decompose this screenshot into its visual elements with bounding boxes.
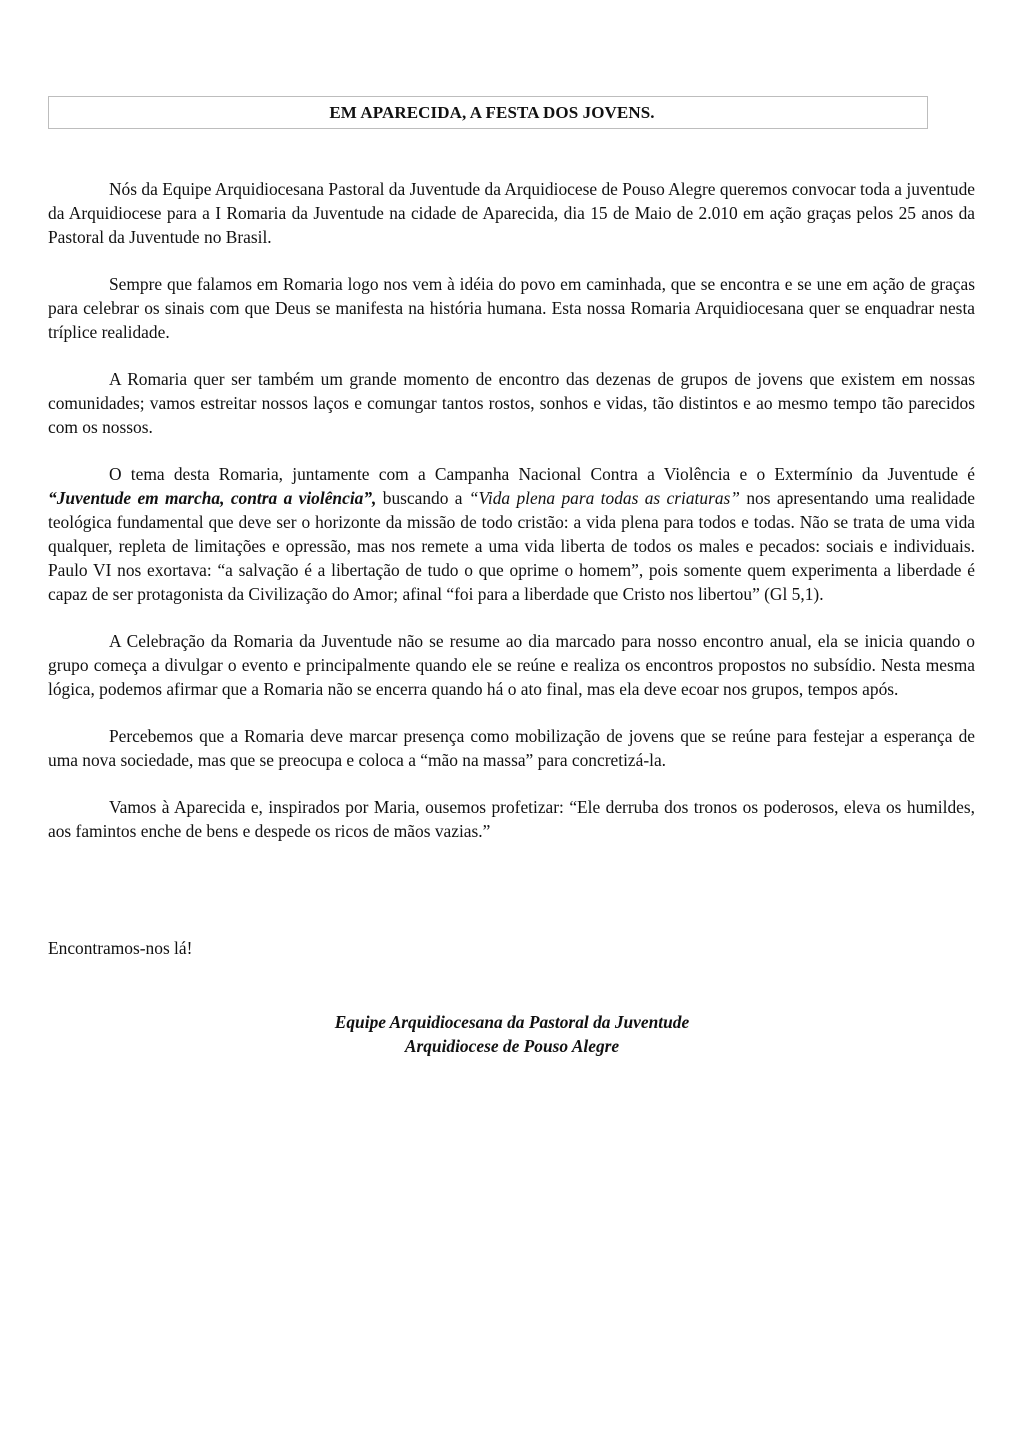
paragraph-intro: Nós da Equipe Arquidiocesana Pastoral da Juventude da Arquidiocese de Pouso Alegre queremos convocar toda a juventude da Arquidiocese para a I Romaria da Juventude na cidade de Aparecida, dia 15 de Maio de 2.010 em ação graças pelos 25 anos da Pastoral da Juventude no Brasil. — [48, 179, 975, 247]
document-body — [48, 177, 975, 866]
theme-text-part1: O tema desta Romaria, juntamente com a Campanha Nacional Contra a Violência e o Extermínio da Juventude é — [109, 464, 975, 484]
theme-motto: “Juventude em marcha, contra a violência”, — [48, 488, 377, 508]
signature-archdiocese: Arquidiocese de Pouso Alegre — [404, 1036, 620, 1056]
theme-quote: “Vida plena para todas as criaturas” — [468, 488, 740, 508]
paragraph-prophesy: Vamos à Aparecida e, inspirados por Maria, ousemos profetizar: “Ele derruba dos tronos os poderosos, eleva os humildes, aos famintos enche de bens e despede os ricos de mãos vazias.” — [48, 797, 975, 841]
signature-block — [0, 1010, 1024, 1058]
paragraph-romaria-meaning: Sempre que falamos em Romaria logo nos vem à idéia do povo em caminhada, que se encontra e se une em ação de graças para celebrar os sinais com que Deus se manifesta na história humana. Esta nossa Romaria Arquidiocesana quer se enquadrar nesta tríplice realidade. — [48, 274, 975, 342]
theme-text-part2: buscando a — [376, 488, 469, 508]
closing-line: Encontramos-nos lá! — [48, 938, 193, 958]
signature-team: Equipe Arquidiocesana da Pastoral da Juventude — [334, 1012, 690, 1032]
document-title: EM APARECIDA, A FESTA DOS JOVENS. — [329, 102, 655, 122]
title-box — [48, 96, 928, 129]
paragraph-celebration: A Celebração da Romaria da Juventude não se resume ao dia marcado para nosso encontro anual, ela se inicia quando o grupo começa a divulgar o evento e principalmente quando ele se reúne e realiza os encontros propostos no subsídio. Nesta mesma lógica, podemos afirmar que a Romaria não se encerra quando há o ato final, mas ela deve ecoar nos grupos, tempos após. — [48, 631, 975, 699]
paragraph-encounter: A Romaria quer ser também um grande momento de encontro das dezenas de grupos de jovens que existem em nossas comunidades; vamos estreitar nossos laços e comungar tantos rostos, sonhos e vidas, tão distintos e ao mesmo tempo tão parecidos com os nossos. — [48, 369, 975, 437]
theme-text-part3: nos apresentando uma realidade teológica fundamental que deve ser o horizonte da missão de todo cristão: a vida plena para todos e todas. Não se trata de uma vida qualquer, repleta de limitações e opressão, mas nos remete a uma vida liberta de todos os males e pecados: sociais e individuais. Paulo VI nos exortava: “a salvação é a libertação de tudo o que oprime o homem”, pois somente quem experimenta a liberdade é capaz de ser protagonista da Civilização do Amor; afinal “foi para a liberdade que Cristo nos libertou” (Gl 5,1). — [48, 488, 975, 604]
paragraph-theme — [48, 462, 975, 606]
paragraph-mobilization: Percebemos que a Romaria deve marcar presença como mobilização de jovens que se reúne para festejar a esperança de uma nova sociedade, mas que se preocupa e coloca a “mão na massa” para concretizá-la. — [48, 726, 975, 770]
